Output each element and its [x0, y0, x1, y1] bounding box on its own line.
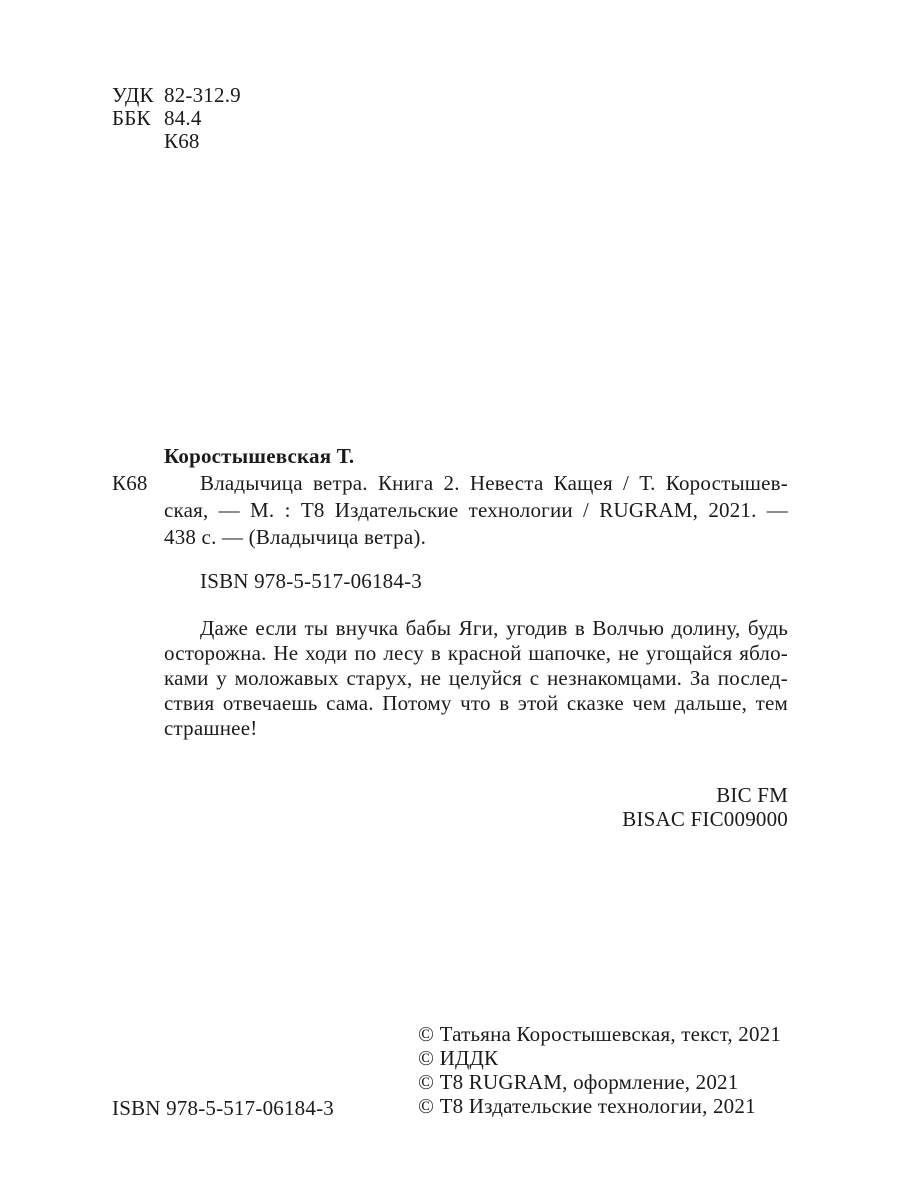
bisac-code: BISAC FIC009000 [622, 807, 788, 831]
annotation-line: страшнее! [164, 716, 258, 740]
copyright-line: © Т8 Издательские технологии, 2021 [418, 1094, 756, 1118]
annotation-line: осторожна. Не ходи по лесу в красной шапочке, не угощайся ябло- [164, 641, 788, 665]
author-sign-spacer [112, 130, 164, 153]
copyright-line: © Т8 RUGRAM, оформление, 2021 [418, 1070, 739, 1094]
trade-codes [164, 783, 788, 831]
annotation [164, 616, 788, 741]
author-heading: Коростышевская Т. [164, 444, 355, 468]
classification-codes [112, 84, 241, 153]
udk-value: 82-312.9 [164, 83, 241, 107]
copyright-block [418, 1022, 781, 1118]
isbn-card: ISBN 978-5-517-06184-3 [200, 569, 422, 593]
catalog-card-sign: К68 [112, 471, 148, 495]
catalog-entry-line: 438 с. — (Владычица ветра). [164, 525, 427, 549]
catalog-card [164, 443, 788, 551]
bbk-row [112, 107, 241, 130]
udk-row [112, 84, 241, 107]
catalog-entry-line: Владычица ветра. Книга 2. Невеста Кащея / Т. Коростышев- [200, 471, 788, 495]
annotation-line: ствия отвечаешь сама. Потому что в этой сказке чем дальше, тем [164, 691, 788, 715]
bic-code: BIC FM [716, 783, 788, 807]
udk-label: УДК [112, 83, 154, 107]
catalog-entry-line: ская, — М. : Т8 Издательские технологии / RUGRAM, 2021. — [164, 498, 788, 522]
author-sign-value: К68 [164, 129, 200, 153]
annotation-line: Даже если ты внучка бабы Яги, угодив в Волчью долину, будь [200, 616, 788, 640]
author-sign-row [112, 130, 241, 153]
bbk-value: 84.4 [164, 106, 202, 130]
copyright-line: © Татьяна Коростышевская, текст, 2021 [418, 1022, 782, 1046]
isbn-bottom: ISBN 978-5-517-06184-3 [112, 1096, 334, 1120]
bbk-label: ББК [112, 106, 151, 130]
copyright-line: © ИДДК [418, 1046, 499, 1070]
annotation-line: ками у моложавых старух, не целуйся с незнакомцами. За послед- [164, 666, 788, 690]
